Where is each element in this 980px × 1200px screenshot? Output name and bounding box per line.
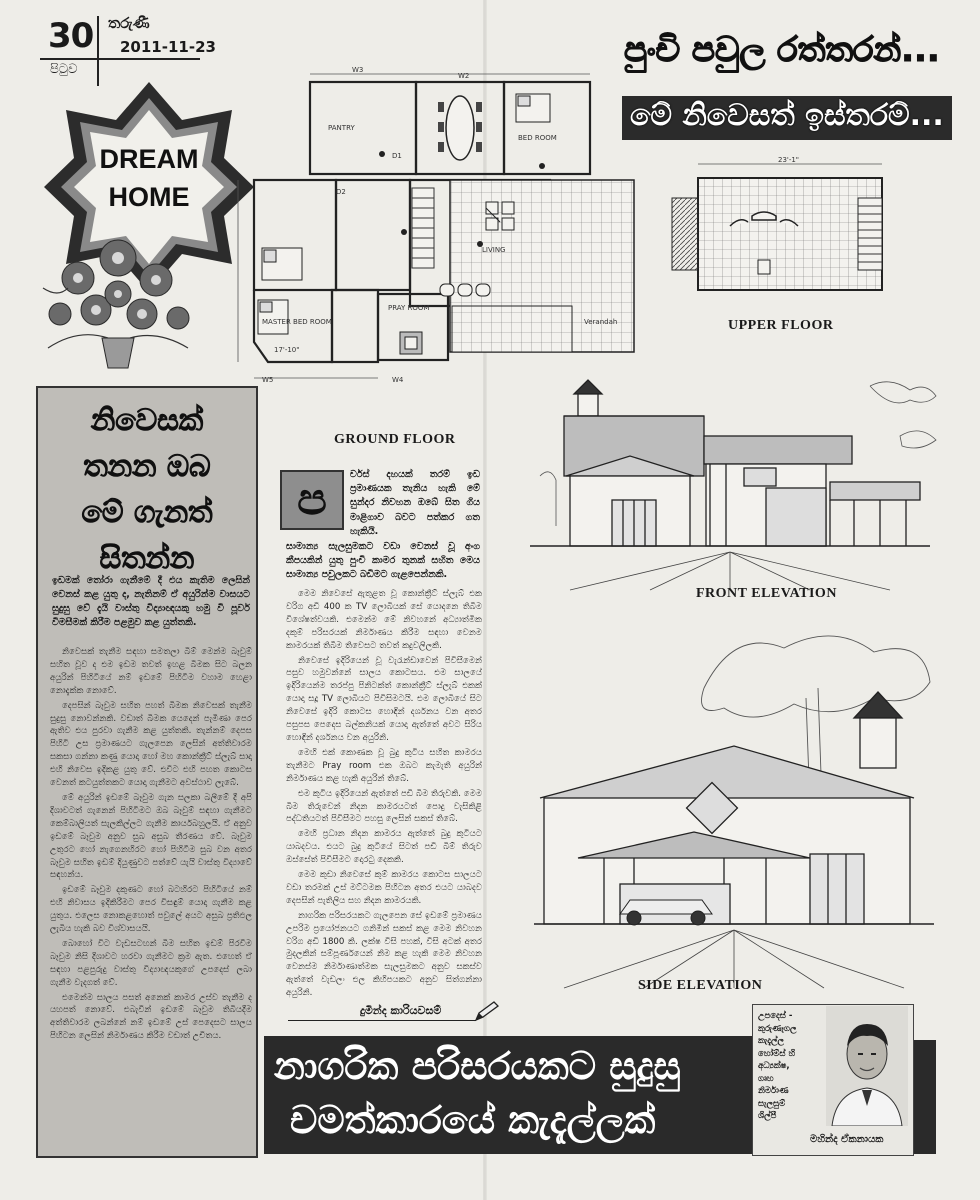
label-dim2: 17'-10" bbox=[274, 346, 300, 354]
side-elevation-label: SIDE ELEVATION bbox=[638, 978, 763, 993]
front-elevation-drawing bbox=[530, 376, 940, 596]
credit-line: ශිල්පී bbox=[758, 1111, 777, 1121]
sidebar-paragraph: දෙපසින් බෑවුම සහිත පහත් බිමක නිවෙසක් තැනීම සුදුසු නොවන්නකි. වඩාත් බිමක යෙදෙන් පැමිණා පෙර ඇතිව එය පුරවා ගැනීම කළ යුත්තකි. තැන්නම් දෙපස පිහිටි උස ප්‍රමාණයට ගැලපෙන ලෙසින් අත්තිවාරම සකසා ගන්නා කණු යොදා හෝ මහ කොන්ක්‍රීට් ස්ලැබ් සාදා එහි නිවෙස ඉදිකළ යුතු වේ. එවිට එහි පහත කොටස වෙනත් කටයුත්තකට යොදා ගැනීමට අවස්ථාව ලැබේ. bbox=[50, 700, 252, 789]
sidebar-title-line2: තනන ඔබ bbox=[83, 449, 211, 484]
banner-line2: චමත්කාරයේ කැදැල්ලක් bbox=[290, 1098, 656, 1142]
article-intro: ර්චස් දහයක් තරම් ඉඩ ප්‍රමාණයක තැනිය හැකි මේ සුන්දර නිවහන ඔබේ සිත ගිය මාළිගාව බවට පත්කර ගත හැකියි. bbox=[350, 469, 480, 537]
author-credit bbox=[758, 1010, 828, 1123]
credit-line: හෝම්ස් හි bbox=[758, 1048, 796, 1059]
sidebar-title-line3: මේ ගැනත් bbox=[81, 495, 213, 530]
credit-line: අධ්‍යක්ෂ, bbox=[758, 1061, 790, 1071]
credit-line: උපදෙස් - bbox=[758, 1011, 793, 1021]
author-byline: දුමින්ද කාරියවසම් bbox=[360, 1004, 442, 1017]
publication-name: තරුණී bbox=[108, 14, 150, 32]
credit-line: සැලසුම් bbox=[758, 1098, 786, 1109]
label-pantry: PANTRY bbox=[328, 124, 355, 132]
label-d1: D1 bbox=[392, 152, 402, 160]
banner-side-strip bbox=[914, 1040, 936, 1154]
article-paragraph: මෙහි එක් කොණක වූ බුදු කුටිය සහිත කාමරය තැනීමට Pray room එක ඔබට කැමැති අයුරින් නිර්මාණය කළ හැකි අයුරින් තිබේ. bbox=[286, 747, 482, 784]
front-elevation-label: FRONT ELEVATION bbox=[696, 586, 837, 601]
credit-line: ගෘහ bbox=[758, 1073, 774, 1084]
label-w4: W4 bbox=[392, 376, 404, 384]
label-bed-room: BED ROOM bbox=[518, 134, 557, 142]
headline-line2: මේ නිවෙසත් ඉස්තරම්... bbox=[630, 98, 944, 133]
byline-rule bbox=[288, 1020, 476, 1021]
article-paragraph: මෙම කුඩා නිවෙසේ කුම් කාමරය කොටස සාලයට වඩා තරමක් උස් මට්ටමක පිහිටන අතර එයට යාබදව දෙපසින් පැතිලිය සහ නිදන කාමරයකි. bbox=[286, 870, 482, 906]
sidebar-paragraph: මේ අයුරින් ඉඩමේ බෑවුම ගැන සලකා බලීමේ දී අපි දිශාවටත් ගැනෙන් පිහිටීමට ඔබ බෑවුම් සඳහා ගැනීමට කෙම්බාලියත් සැලකිල්ලට ගැනීම කාර්යබහුලයි. ඒ අනුව ඉඩමේ බෑවුම අනුව සුබ අසුබ තීරණය වේ. බෑවුම උතුරට හෝ නැගෙනහිරට හෝ පිහිටීම සුබ වන අතර බෑවුම සහිත ඉඩම් දියුණුවට පත්වේ යැයි වාස්තු විද්‍යාවේ සඳහන්ය. bbox=[50, 792, 252, 881]
label-w5: W5 bbox=[262, 376, 274, 384]
label-w3: W3 bbox=[352, 66, 364, 74]
sidebar-paragraph: බොහෝ විට වැඩසටහන් බිම සහිත ඉඩම් පිරවීම බෑවුම නිසි දිශාවට හරවා ගැනීමට ක්‍රම ඇත. එහෙත් ඒ සඳහා පළපුරුදු වාස්තු විද්‍යාඥයකුගේ උපදෙස් ලබා ගැනීම වැදගත් වේ. bbox=[50, 938, 252, 988]
article-paragraph: මෙම නිවෙසේ ඇතුළත වූ කොන්ක්‍රීට් ස්ලැබ් එක වරිග අඩි 400 ක TV ලොබියක් සේ යොදනෙ තිබීම විශේෂත්වයකි. එමෙන්ම මේ නිවහනේ අධ්‍යාත්මික දකුම් පරිසරයක් නිර්මාණය කිරීම සඳහා වෙනම කාමරයක් තිබීම තිවෙසට තවත් කදුවලිලකි. bbox=[286, 589, 482, 651]
label-master-bed-room: MASTER BED ROOM bbox=[262, 318, 332, 326]
label-w2: W2 bbox=[458, 72, 470, 80]
sidebar-paragraph: එමෙන්ම සාලය පසත් අනෙක් කාමර උස්ව තැනීම ද යහපත් නොවේ. එබැවින් ඉඩමේ බෑවුම තිබියදීම අත්තිවාරම ලබන්නේ නම් ඉඩමේ උස් පෙදෙසට සාලය පිහිටන ලෙසින් නිර්මාණය කිරීම වඩාත් උචිතය. bbox=[50, 992, 252, 1042]
credit-line: කැදැල්ල bbox=[758, 1036, 785, 1046]
article-intro-continued: සාමාන්‍ය සැලසුමකට වඩා වෙනස් වූ අංග කීපයකින් යුතු පුංචි කාමර තුනක් සහිත මෙය සාමාන්‍ය පවුලකට බඩිමට ගැළපෙන්නකි. bbox=[286, 541, 480, 581]
author-name: මහින්ද ඒකනායක bbox=[810, 1134, 884, 1145]
label-pray-room: PRAY ROOM bbox=[388, 304, 430, 312]
upper-floor-plan bbox=[660, 150, 900, 300]
ground-floor-plan bbox=[232, 62, 642, 392]
sidebar-title bbox=[44, 398, 250, 582]
logo-line1: DREAM bbox=[99, 144, 199, 174]
flower-bouquet-icon bbox=[38, 218, 198, 378]
headline-line1: පුංචි පවුල රත්තරන්... bbox=[624, 30, 940, 70]
label-living: LIVING bbox=[482, 246, 506, 254]
sidebar-intro: ඉඩමක් තෝරා ගැනීමේ දී එය කැතිම ලෙසින් වෙනස් කළ යුතු ද, නැතිනම් ඒ අයුරින්ම වාසයට සුදුසු වේ දැයි වාස්තු විද්‍යාඥයකු හමු වී පූර්ව විමසීමක් කිරීම පළමුව කළ යුත්තකි. bbox=[52, 575, 250, 628]
article-body bbox=[286, 588, 482, 1002]
article-paragraph: මෙහි ප්‍රධාන නිදන කාමරය ඇත්තේ බුදු කුටියට යාබදවය. එයට බුදු කුටියේ සිටත් පඩි බිම් තිරුව ඔස්සේත් පිවිසීමට දොරටු දෙකකි. bbox=[286, 829, 482, 866]
side-elevation-drawing bbox=[534, 618, 934, 998]
logo-line2: HOME bbox=[108, 182, 190, 212]
dropcap-letter: ප bbox=[297, 474, 327, 525]
pencil-icon bbox=[474, 1000, 500, 1022]
author-photo bbox=[826, 1006, 908, 1126]
sidebar-title-line1: නිවෙසක් bbox=[90, 403, 204, 438]
credit-line: කුරුණෑගල bbox=[758, 1023, 797, 1034]
label-dim1: 23'-1" bbox=[778, 156, 800, 164]
sidebar-title-line4: සිතන්න bbox=[99, 541, 195, 576]
issue-date: 2011-11-23 bbox=[120, 38, 216, 56]
logo-text bbox=[84, 140, 214, 216]
banner-line1: නාගරික පරිසරයකට සුදුසු bbox=[274, 1044, 681, 1088]
credit-line: නිර්මාණ bbox=[758, 1086, 789, 1096]
page-label: පිටුව bbox=[50, 62, 78, 77]
label-d2: D2 bbox=[336, 188, 346, 196]
article-paragraph: එම කුටිය ඉදිරියෙන් ඇත්තේ පඩි බිම තිරුවකි. මෙම බිම තිරුවෙන් නිදන කාමරයටත් පොදු වැසිකිළි පද්ධතියටත් පිවිසීමට පහසු ලෙසින් සකස් තිබේ. bbox=[286, 788, 482, 825]
upper-floor-label: UPPER FLOOR bbox=[728, 318, 834, 333]
ground-floor-label: GROUND FLOOR bbox=[334, 432, 456, 447]
article-paragraph: නිවෙසේ ඉදිරියෙන් වූ වැරැන්ඩාවෙන් පිවිසීමෙන් පසුව හමුවන්නේ සාලය කොටසය. එම සාලයේ ඉදිරියෙන්ම තරප්පු පිනිටක්ත් කොන්ක්‍රීට් ස්ලැබ් එකක් යොදා සදූ TV ලොබියට පිවිසිමටයි. එම ලොබියේ සිට නිවෙසේ ඉදිරි කොටස හොඳින් දර්ශනය වන අතර පසුපස පෙදෙස බල්කනියක් යොදා ඇත්තේ අවට සිරිය හොඳින් දර්ශනය වන අයුරිනි. bbox=[286, 655, 482, 743]
sidebar-paragraph: ඉඩමේ බෑවුම දකුණට හෝ බටහිරට පිහිටියේ නම් එහි නිවාසය ඉදිකිරීමට පෙර විසඳුම් යොදා ගැනීම කළ යුතුය. එලෙස නොකළහොත් පවුලේ අයට අසුබ ප්‍රතිඵල ලැබිය හැකි බව විශ්වාසයයි. bbox=[50, 885, 252, 935]
sidebar-paragraph: නිවෙසක් තැනීම සඳහා සමතලා බිම් මෙන්ම බෑවුම් සහිත වූව ද එම ඉඩම තවත් ඉහළ බිමක සිට බලන අයුරින් පිහිටියේ නම් ඉඩමේ පිහිටීම වහාම හෙළා නොදැක්ක නොවේ. bbox=[50, 647, 252, 696]
page-number: 30 bbox=[48, 16, 94, 56]
header-rule bbox=[40, 58, 200, 60]
label-verandah: Verandah bbox=[584, 318, 618, 326]
sidebar-body bbox=[50, 646, 252, 1045]
article-paragraph: නාගරික පරිසරයකට ගැලපෙන සේ ඉඩමේ ප්‍රමාණය උපරිම ප්‍රයෝජනයට ගනිමින් සකස් කළ මෙම නිවහන වරිග අඩි 1800 කි. ලක්ෂ විසි පහක්, විසි අටක් අතර මුදලකින් සම්පූර්ණයෙන් නිම කළ හැකි මෙම නිවහන වෙනස්ම නිර්මාණාත්මක සැලසුමකට අනුව සකස්ව ඇත්තේ වැඩලං එල කිහිපයකට අනුව සිත්ගන්නා අයුරිනි. bbox=[286, 910, 482, 999]
header-divider bbox=[97, 16, 99, 86]
